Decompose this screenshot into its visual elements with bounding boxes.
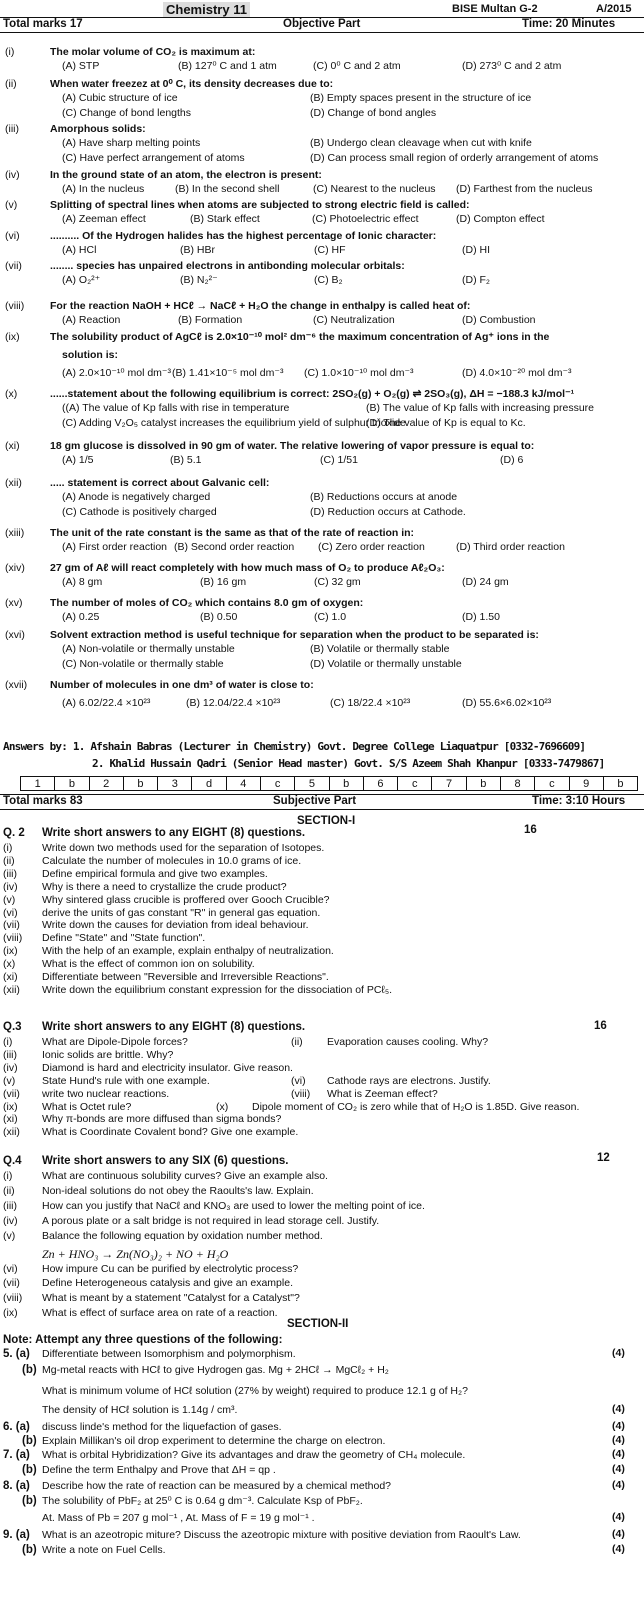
question-stem: In the ground state of an atom, the electron is present: <box>50 169 322 181</box>
option-c: (C) 1/51 <box>320 454 358 466</box>
option-b: (B) HBr <box>180 244 215 256</box>
q4-item-text: What is effect of surface area on rate of a reaction. <box>42 1307 278 1320</box>
answer-key-question-number: 5 <box>295 777 329 790</box>
q2-item-text: derive the units of gas constant "R" in general gas equation. <box>42 906 321 919</box>
q3-heading: Write short answers to any EIGHT (8) questions. <box>42 1021 306 1033</box>
question-number: (xv) <box>5 597 23 609</box>
q2-item-text: Why is there a need to crystallize the crude product? <box>42 880 287 893</box>
answer-key-question-number: 2 <box>90 777 124 790</box>
q4-item-text: How impure Cu can be purified by electrolytic process? <box>42 1262 299 1275</box>
option-d: (D) Can process small region of orderly arrangement of atoms <box>310 152 599 164</box>
long-question-text: Mg-metal reacts with HCℓ to give Hydrogen gas. Mg + 2HCℓ → MgCℓ₂ + H₂ <box>42 1364 389 1376</box>
option-b: (B) 12.04/22.4 ×10²³ <box>186 697 281 709</box>
q4-item-number: (iii) <box>3 1199 17 1212</box>
question-stem: .......... Of the Hydrogen halides has the highest percentage of Ionic character: <box>50 230 437 242</box>
question-stem-continued: solution is: <box>62 349 118 361</box>
option-c: (C) Adding V₂O₅ catalyst increases the equilibrium yield of sulphur trioxide <box>62 417 406 429</box>
question-stem: Solvent extraction method is useful technique for separation when the product to be separated is: <box>50 629 539 641</box>
option-a: ((A) The value of Kp falls with rise in temperature <box>62 402 290 414</box>
answer-key-question-number: 4 <box>227 777 261 790</box>
long-question-number: 5. (a) <box>3 1348 30 1360</box>
q4-item-text: What is meant by a statement "Catalyst for a Catalyst"? <box>42 1292 300 1305</box>
objective-time: Time: 20 Minutes <box>522 18 616 30</box>
long-question-text: The solubility of PbF₂ at 25⁰ C is 0.64 g dm⁻³. Calculate Ksp of PbF₂. <box>42 1495 363 1507</box>
q2-item-text: Differentiate between "Reversible and Irreversible Reactions". <box>42 971 329 983</box>
answer-key-table <box>20 776 638 791</box>
long-question-text: Differentiate between Isomorphism and polymorphism. <box>42 1348 296 1360</box>
question-number: (v) <box>5 199 18 211</box>
q2-item-number: (ii) <box>3 854 15 867</box>
long-question-number: (b) <box>22 1464 37 1476</box>
question-number: (x) <box>5 388 18 400</box>
option-b: (B) The value of Kp falls with increasing pressure <box>366 402 594 414</box>
question-stem: When water freezez at 0⁰ C, its density decreases due to: <box>50 78 334 90</box>
option-a: (A) STP <box>62 60 100 72</box>
question-number: (xiii) <box>5 527 25 539</box>
q3-item-number: (x) <box>216 1100 229 1113</box>
q3-item-text: Evaporation causes cooling. Why? <box>327 1036 489 1048</box>
q3-item-text: Cathode rays are electrons. Justify. <box>327 1074 491 1087</box>
question-stem: For the reaction NaOH + HCℓ → NaCℓ + H₂O the change in enthalpy is called heat of: <box>50 300 471 312</box>
option-c: (C) 1.0×10⁻¹⁰ mol dm⁻³ <box>304 367 414 379</box>
option-d: (D) Compton effect <box>456 213 545 225</box>
option-b: (B) Formation <box>178 314 243 326</box>
q2-marks: 16 <box>524 824 537 836</box>
long-question-text: What is an azeotropic miture? Discuss the azeotropic mixture with positive deviation from Raoult's Law. <box>42 1529 521 1541</box>
q2-heading: Write short answers to any EIGHT (8) questions. <box>42 827 306 839</box>
option-d: (D) The value of Kp is equal to Kc. <box>366 417 526 429</box>
long-question-marks: (4) <box>612 1448 625 1460</box>
q3-item-text: Why π-bonds are more diffused than sigma bonds? <box>42 1113 282 1126</box>
section-1-heading: SECTION-I <box>297 815 356 827</box>
long-question-text: Write a note on Fuel Cells. <box>42 1544 166 1556</box>
q4-number: Q.4 <box>3 1155 22 1167</box>
option-c: (C) Cathode is positively charged <box>62 506 217 518</box>
option-a: (A) Reaction <box>62 314 121 326</box>
long-question-number: 9. (a) <box>3 1529 30 1541</box>
question-stem: ......statement about the following equilibrium is correct: 2SO₂(g) + O₂(g) ⇌ 2SO₃(g), ΔH = −188.3 kJ/mol⁻¹ <box>50 388 575 400</box>
q4-item-number: (vi) <box>3 1262 18 1275</box>
objective-title: Objective Part <box>283 18 361 30</box>
option-b: (B) Reductions occurs at anode <box>310 491 458 503</box>
section-2-note: Note: Attempt any three questions of the following: <box>3 1334 283 1346</box>
question-number: (xi) <box>5 440 20 452</box>
long-question-text: What is orbital Hybridization? Give its advantages and draw the geometry of CH₄ molecule. <box>42 1449 466 1461</box>
answer-key-answer: c <box>261 777 295 790</box>
question-stem: ..... statement is correct about Galvanic cell: <box>50 477 270 489</box>
option-a: (A) 2.0×10⁻¹⁰ mol dm⁻³ <box>62 367 171 379</box>
long-question-text: Define the term Enthalpy and Prove that ΔH = qp . <box>42 1464 276 1476</box>
q3-item-number: (i) <box>3 1036 13 1048</box>
option-a: (A) Anode is negatively charged <box>62 491 211 503</box>
subjective-total-marks: Total marks 83 <box>3 795 83 807</box>
option-d: (D) Change of bond angles <box>310 107 437 119</box>
q2-item-number: (v) <box>3 893 16 906</box>
question-stem: The solubility product of AgCℓ is 2.0×10⁻¹⁰ mol² dm⁻⁶ the maximum concentration of Ag⁺ ions in the <box>50 331 550 343</box>
option-a: (A) Cubic structure of ice <box>62 92 178 104</box>
option-b: (B) Volatile or thermally stable <box>310 643 450 655</box>
q2-number: Q. 2 <box>3 827 25 839</box>
option-b: (B) Second order reaction <box>174 541 295 553</box>
long-question-marks: (4) <box>612 1511 625 1523</box>
answer-key-answer: b <box>330 777 364 790</box>
answer-key-question-number: 1 <box>21 777 55 790</box>
long-question-marks: (4) <box>612 1434 625 1446</box>
q4-item-number: (i) <box>3 1170 13 1182</box>
long-question-marks: (4) <box>612 1528 625 1540</box>
option-d: (D) 55.6×6.02×10²³ <box>462 697 552 709</box>
q4-item-text: Define Heterogeneous catalysis and give an example. <box>42 1277 293 1290</box>
q2-item-text: Define "State" and "State function". <box>42 932 206 945</box>
option-a: (A) 1/5 <box>62 454 94 466</box>
long-question-number: (b) <box>22 1435 37 1447</box>
q2-item-text: Write down two methods used for the separation of Isotopes. <box>42 842 325 854</box>
option-b: (B) N₂²⁻ <box>180 274 218 286</box>
q4-item-text: What are continuous solubility curves? Give an example also. <box>42 1170 328 1182</box>
answer-key-answer: c <box>398 777 432 790</box>
option-c: (C) 32 gm <box>314 576 361 588</box>
q3-item-text: Ionic solids are brittle. Why? <box>42 1048 174 1061</box>
option-a: (A) 8 gm <box>62 576 103 588</box>
answers-by-line-2: 2. Khalid Hussain Qadri (Senior Head master) Govt. S/S Azeem Shah Khanpur [0333-7479867] <box>92 757 605 770</box>
q4-item-number: (vii) <box>3 1277 20 1290</box>
option-b: (B) 0.50 <box>200 611 238 623</box>
long-question-marks: (4) <box>612 1479 625 1491</box>
question-stem: 27 gm of Aℓ will react completely with how much mass of O₂ to produce Aℓ₂O₃: <box>50 562 445 574</box>
question-number: (ix) <box>5 331 20 343</box>
answer-key-question-number: 9 <box>570 777 604 790</box>
q4-item-number: (ix) <box>3 1307 18 1320</box>
q2-item-text: Why sintered glass crucible is proffered over Gooch Crucible? <box>42 893 330 906</box>
q3-number: Q.3 <box>3 1021 22 1033</box>
q3-item-text: State Hund's rule with one example. <box>42 1074 210 1087</box>
question-stem: The number of moles of CO₂ which contains 8.0 gm of oxygen: <box>50 597 364 609</box>
option-a: (A) Zeeman effect <box>62 213 146 225</box>
answer-key-answer: d <box>192 777 226 790</box>
q2-item-number: (xi) <box>3 971 18 983</box>
q3-item-number: (xi) <box>3 1113 18 1126</box>
question-number: (iii) <box>5 123 19 135</box>
question-number: (vi) <box>5 230 20 242</box>
option-d: (D) Third order reaction <box>456 541 565 553</box>
question-number: (i) <box>5 46 15 58</box>
subjective-title: Subjective Part <box>273 795 357 807</box>
q3-marks: 16 <box>594 1020 607 1032</box>
answer-key-question-number: 6 <box>364 777 398 790</box>
long-question-marks: (4) <box>612 1420 625 1432</box>
long-question-number: (b) <box>22 1544 37 1556</box>
option-c: (C) 18/22.4 ×10²³ <box>330 697 411 709</box>
option-c: (C) B₂ <box>314 274 343 286</box>
q4-item-number: (iv) <box>3 1214 18 1227</box>
question-number: (ii) <box>5 78 17 90</box>
option-b: (B) 5.1 <box>170 454 202 466</box>
long-question-number: (b) <box>22 1495 37 1507</box>
option-d: (D) Volatile or thermally unstable <box>310 658 462 670</box>
option-d: (D) 24 gm <box>462 576 509 588</box>
q3-item-number: (ii) <box>291 1036 303 1048</box>
answer-key-question-number: 7 <box>432 777 466 790</box>
q3-item-text: What is Octet rule? <box>42 1100 132 1113</box>
q2-item-text: Calculate the number of molecules in 10.0 grams of ice. <box>42 854 302 867</box>
question-number: (iv) <box>5 169 20 181</box>
option-d: (D) 1.50 <box>462 611 500 623</box>
option-b: (B) 1.41×10⁻⁵ mol dm⁻³ <box>172 367 284 379</box>
option-c: (C) Neutralization <box>313 314 395 326</box>
subjective-time: Time: 3:10 Hours <box>532 795 626 807</box>
section-2-heading: SECTION-II <box>287 1318 349 1330</box>
long-question-marks: (4) <box>612 1463 625 1475</box>
q2-item-text: Define empirical formula and give two examples. <box>42 867 268 880</box>
q4-marks: 12 <box>597 1152 610 1164</box>
option-b: (B) Stark effect <box>190 213 260 225</box>
option-c: (C) 0⁰ C and 2 atm <box>313 60 401 72</box>
option-a: (A) HCl <box>62 244 97 256</box>
q2-item-number: (xii) <box>3 983 20 996</box>
option-c: (C) Non-volatile or thermally stable <box>62 658 224 670</box>
question-stem: Splitting of spectral lines when atoms are subjected to strong electric field is called: <box>50 199 470 211</box>
q4-item-text: A porous plate or a salt bridge is not required in lead storage cell. Justify. <box>42 1214 380 1227</box>
q2-item-text: What is the effect of common ion on solubility. <box>42 958 255 971</box>
q4-heading: Write short answers to any SIX (6) questions. <box>42 1155 289 1167</box>
option-d: (D) Reduction occurs at Cathode. <box>310 506 466 518</box>
option-c: (C) Zero order reaction <box>318 541 425 553</box>
q4-item-text: How can you justify that NaCℓ and KNO₃ are used to lower the melting point of ice. <box>42 1199 425 1212</box>
question-stem: The unit of the rate constant is the same as that of the rate of reaction in: <box>50 527 415 539</box>
option-d: (D) 273⁰ C and 2 atm <box>462 60 562 72</box>
option-d: (D) Farthest from the nucleus <box>456 183 593 195</box>
option-a: (A) 6.02/22.4 ×10²³ <box>62 697 151 709</box>
question-number: (xiv) <box>5 562 25 574</box>
q4-item-number: (v) <box>3 1229 16 1242</box>
q2-item-text: Write down the causes for deviation from ideal behaviour. <box>42 919 309 932</box>
q4-item-number: (viii) <box>3 1292 23 1305</box>
objective-total-marks: Total marks 17 <box>3 18 83 30</box>
q2-item-number: (viii) <box>3 932 23 945</box>
option-b: (B) Empty spaces present in the structure of ice <box>310 92 532 104</box>
q2-item-text: Write down the equilibrium constant expression for the dissociation of PCℓ₅. <box>42 983 393 996</box>
answer-key-answer: b <box>467 777 501 790</box>
option-c: (C) Nearest to the nucleus <box>313 183 436 195</box>
q2-item-number: (x) <box>3 958 16 971</box>
option-b: (B) Undergo clean cleavage when cut with knife <box>310 137 532 149</box>
question-number: (viii) <box>5 300 25 312</box>
long-question-number: 7. (a) <box>3 1449 30 1461</box>
q3-item-number: (vi) <box>291 1074 306 1087</box>
long-question-text: What is minimum volume of HCℓ solution (27% by weight) required to produce 12.1 g of H₂? <box>42 1385 468 1397</box>
question-number: (vii) <box>5 260 22 272</box>
q3-item-number: (ix) <box>3 1100 18 1113</box>
option-c: (C) Change of bond lengths <box>62 107 191 119</box>
option-c: (C) Photoelectric effect <box>312 213 419 225</box>
q2-item-number: (i) <box>3 842 13 854</box>
q3-item-text: What is Coordinate Covalent bond? Give one example. <box>42 1126 299 1139</box>
q3-item-text: write two nuclear reactions. <box>42 1087 170 1100</box>
option-d: (D) F₂ <box>462 274 490 286</box>
q3-item-number: (viii) <box>291 1087 311 1100</box>
q3-item-text: What are Dipole-Dipole forces? <box>42 1036 188 1048</box>
q4-item-number: (ii) <box>3 1184 15 1197</box>
long-question-marks: (4) <box>612 1403 625 1415</box>
option-b: (B) 127⁰ C and 1 atm <box>178 60 277 72</box>
answer-key-question-number: 3 <box>158 777 192 790</box>
question-number: (xvi) <box>5 629 25 641</box>
long-question-text: discuss linde's method for the liquefaction of gases. <box>42 1421 282 1433</box>
q2-item-number: (iv) <box>3 880 18 893</box>
option-c: (C) 1.0 <box>314 611 347 623</box>
q3-item-number: (v) <box>3 1074 16 1087</box>
subject-title: Chemistry 11 <box>163 2 250 17</box>
option-c: (C) HF <box>314 244 346 256</box>
answer-key-question-number: 8 <box>501 777 535 790</box>
long-question-text: At. Mass of Pb = 207 g mol⁻¹ , At. Mass of F = 19 g mol⁻¹ . <box>42 1512 315 1524</box>
option-a: (A) Non-volatile or thermally unstable <box>62 643 235 655</box>
option-a: (A) In the nucleus <box>62 183 145 195</box>
option-b: (B) In the second shell <box>175 183 280 195</box>
option-a: (A) 0.25 <box>62 611 100 623</box>
q2-item-number: (vii) <box>3 919 20 932</box>
q2-item-text: With the help of an example, explain enthalpy of neutralization. <box>42 945 334 958</box>
long-question-number: 6. (a) <box>3 1421 30 1433</box>
q3-item-text: What is Zeeman effect? <box>327 1087 438 1100</box>
answers-by-line-1: Answers by: 1. Afshain Babras (Lecturer in Chemistry) Govt. Degree College Liaquatpur [0332-7696609] <box>3 740 586 753</box>
q2-item-number: (iii) <box>3 867 17 880</box>
long-question-number: 8. (a) <box>3 1480 30 1492</box>
option-d: (D) Combustion <box>462 314 536 326</box>
q3-item-number: (vii) <box>3 1087 20 1100</box>
answer-key-answer: b <box>124 777 158 790</box>
answer-key-answer: b <box>617 778 624 790</box>
question-stem: The molar volume of CO₂ is maximum at: <box>50 46 256 58</box>
question-stem: Amorphous solids: <box>50 123 146 135</box>
long-question-number: (b) <box>22 1364 37 1376</box>
q3-item-number: (xii) <box>3 1126 20 1139</box>
long-question-text: Describe how the rate of reaction can be measured by a chemical method? <box>42 1480 392 1492</box>
option-a: (A) Have sharp melting points <box>62 137 201 149</box>
option-a: (A) O₂²⁺ <box>62 274 101 286</box>
q4-equation: Zn + HNO₃ → Zn(NO₃)₂ + NO + H₂O <box>42 1246 229 1261</box>
answer-key-answer: c <box>535 777 569 790</box>
paper-year: A/2015 <box>596 3 632 15</box>
long-question-marks: (4) <box>612 1543 625 1555</box>
q3-item-text: Dipole moment of CO₂ is zero while that of H₂O is 1.85D. Give reason. <box>252 1100 580 1113</box>
q4-item-text: Non-ideal solutions do not obey the Raoults's law. Explain. <box>42 1184 314 1197</box>
q2-item-number: (ix) <box>3 945 18 958</box>
question-stem: Number of molecules in one dm³ of water is close to: <box>50 679 314 691</box>
option-d: (D) 4.0×10⁻²⁰ mol dm⁻³ <box>462 367 572 379</box>
q3-item-number: (iii) <box>3 1048 17 1061</box>
q3-item-number: (iv) <box>3 1061 18 1074</box>
long-question-text: The density of HCℓ solution is 1.14g / cm³. <box>42 1404 238 1416</box>
q2-item-number: (vi) <box>3 906 18 919</box>
question-number: (xvii) <box>5 679 28 691</box>
q3-item-text: Diamond is hard and electricity insulator. Give reason. <box>42 1061 293 1074</box>
board-label: BISE Multan G-2 <box>452 3 538 15</box>
option-d: (D) 6 <box>500 454 524 466</box>
answer-key-answer: b <box>55 777 89 790</box>
option-b: (B) 16 gm <box>200 576 247 588</box>
option-d: (D) HI <box>462 244 490 256</box>
q4-item-text: Balance the following equation by oxidation number method. <box>42 1229 323 1242</box>
option-c: (C) Have perfect arrangement of atoms <box>62 152 245 164</box>
question-number: (xii) <box>5 477 22 489</box>
question-stem: 18 gm glucose is dissolved in 90 gm of water. The relative lowering of vapor pressure is equal to: <box>50 440 535 452</box>
question-stem: ........ species has unpaired electrons in antibonding molecular orbitals: <box>50 260 405 272</box>
long-question-marks: (4) <box>612 1347 625 1359</box>
option-a: (A) First order reaction <box>62 541 168 553</box>
long-question-text: Explain Millikan's oil drop experiment to determine the charge on electron. <box>42 1435 386 1447</box>
